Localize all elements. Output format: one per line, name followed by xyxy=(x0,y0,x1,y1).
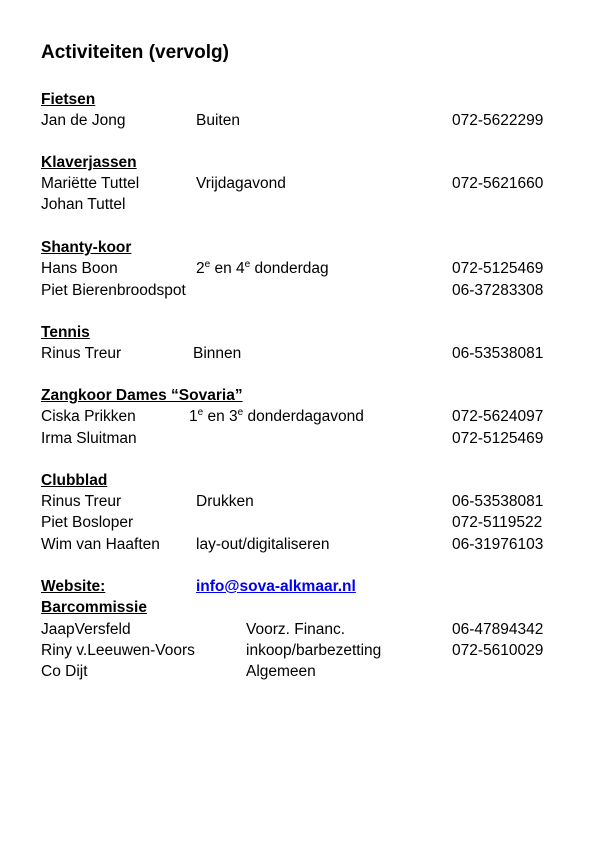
contact-name: Rinus Treur xyxy=(41,345,122,362)
contact-phone: 072-5624097 xyxy=(452,408,544,425)
contact-phone: 072-5125469 xyxy=(452,260,544,277)
contact-name: JaapVersfeld xyxy=(41,621,131,638)
section-heading-fietsen: Fietsen xyxy=(41,91,96,108)
contact-phone: 072-5119522 xyxy=(452,514,543,531)
page-title: Activiteiten (vervolg) xyxy=(41,42,229,63)
contact-phone: 072-5125469 xyxy=(452,430,544,447)
contact-name: Jan de Jong xyxy=(41,112,126,129)
contact-name: Hans Boon xyxy=(41,260,118,277)
contact-phone: 072-5610029 xyxy=(452,642,544,659)
contact-name: Ciska Prikken xyxy=(41,408,136,425)
contact-phone: 06-47894342 xyxy=(452,621,544,638)
contact-name: Piet Bosloper xyxy=(41,514,134,531)
contact-phone: 06-37283308 xyxy=(452,282,544,299)
section-heading-tennis: Tennis xyxy=(41,324,90,341)
contact-detail: Voorz. Financ. xyxy=(246,621,346,638)
contact-name: Irma Sluitman xyxy=(41,430,137,447)
contact-phone: 06-53538081 xyxy=(452,493,544,510)
contact-name: Riny v.Leeuwen-Voors xyxy=(41,642,195,659)
contact-detail: Buiten xyxy=(196,112,240,129)
contact-phone: 072-5621660 xyxy=(452,175,544,192)
contact-phone: 06-31976103 xyxy=(452,536,544,553)
section-heading-klaverjassen: Klaverjassen xyxy=(41,154,137,171)
section-heading-clubblad: Clubblad xyxy=(41,472,108,489)
website-email-link[interactable]: info@sova-alkmaar.nl xyxy=(196,578,356,595)
contact-name: Mariëtte Tuttel xyxy=(41,175,140,192)
contact-name: Wim van Haaften xyxy=(41,536,160,553)
contact-phone: 072-5622299 xyxy=(452,112,544,129)
section-heading-website: Website: xyxy=(41,578,106,595)
section-heading-barcommissie: Barcommissie xyxy=(41,599,147,616)
contact-detail: Vrijdagavond xyxy=(196,175,286,192)
contact-name: Co Dijt xyxy=(41,663,88,680)
contact-phone: 06-53538081 xyxy=(452,345,544,362)
contact-detail: Binnen xyxy=(193,345,242,362)
contact-name: Johan Tuttel xyxy=(41,196,126,213)
contact-detail: 2e en 4e donderdag xyxy=(196,258,329,277)
contact-name: Rinus Treur xyxy=(41,493,122,510)
section-heading-shanty-koor: Shanty-koor xyxy=(41,239,132,256)
contact-detail: inkoop/barbezetting xyxy=(246,642,382,659)
contact-detail: Drukken xyxy=(196,493,254,510)
contact-detail: 1e en 3e donderdagavond xyxy=(189,406,364,425)
contact-detail: Algemeen xyxy=(246,663,316,680)
contact-detail: lay-out/digitaliseren xyxy=(196,536,330,553)
contact-name: Piet Bierenbroodspot xyxy=(41,282,186,299)
section-heading-zangkoor: Zangkoor Dames “Sovaria” xyxy=(41,387,243,404)
